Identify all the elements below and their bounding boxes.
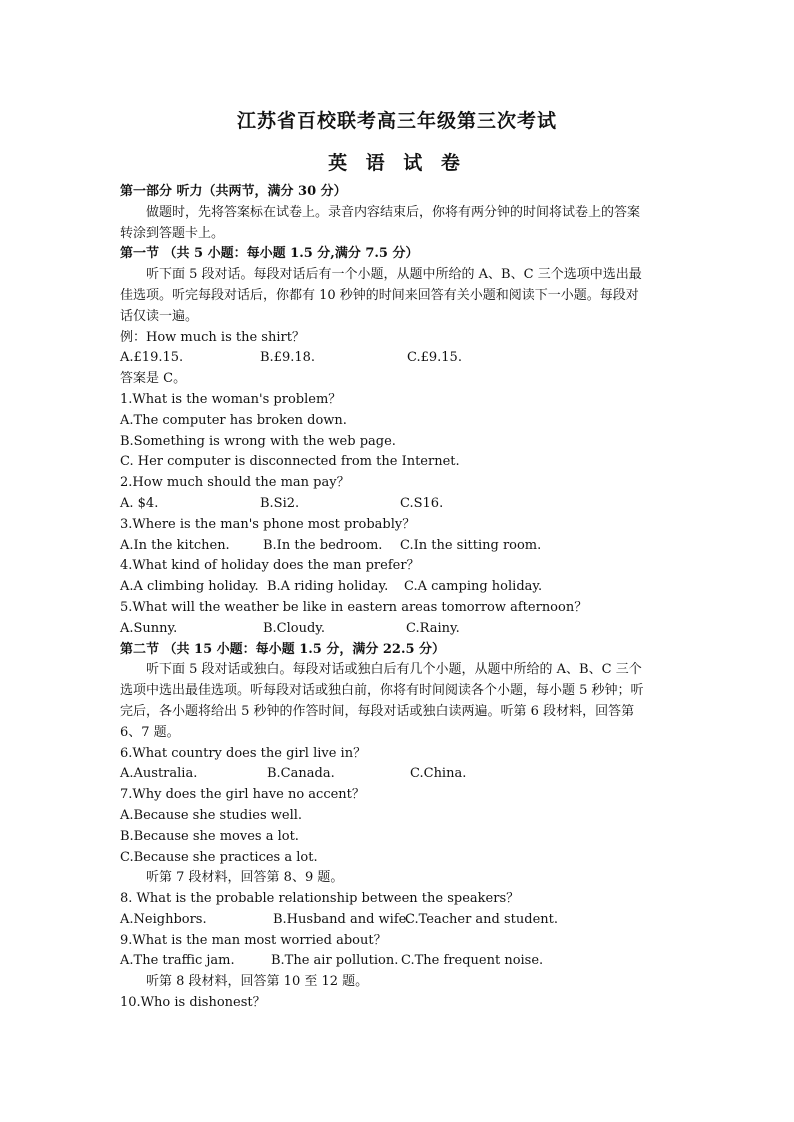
material-note: 听第 7 段材料，回答第 8、9 题。 <box>146 870 344 886</box>
material-note: 听第 8 段材料，回答第 10 至 12 题。 <box>146 974 369 990</box>
exam-content <box>120 182 680 1014</box>
option-b: B.Something is wrong with the web page. <box>120 433 396 449</box>
section2-instruction: 6、7 题。 <box>120 724 180 740</box>
option-c: C.£9.15. <box>407 350 462 366</box>
section1-instruction: 听下面 5 段对话。每段对话后有一个小题，从题中所给的 A、B、C 三个选项中选出最 <box>146 267 642 283</box>
question-stem: 10.Who is dishonest？ <box>120 995 266 1011</box>
option-c: C.The frequent noise. <box>401 953 544 969</box>
question-stem: 8. What is the probable relationship between the speakers？ <box>120 891 520 907</box>
option-a: A.Sunny. <box>120 620 178 636</box>
option-a: A.Because she studies well. <box>120 807 303 823</box>
option-b: B.Si2. <box>260 495 300 511</box>
option-b: B.Husband and wife. <box>273 911 411 927</box>
option-c: C. Her computer is disconnected from the Internet. <box>120 454 460 470</box>
option-c: C.Rainy. <box>406 620 460 636</box>
section2-heading: 第二节 （共 15 小题：每小题 1.5 分，满分 22.5 分） <box>120 641 446 657</box>
example-answer: 答案是 C。 <box>120 371 187 387</box>
option-b: B.The air pollution. <box>271 953 399 969</box>
question-options <box>120 577 680 598</box>
question-stem: 2.How much should the man pay？ <box>120 475 350 491</box>
question-stem: 7.Why does the girl have no accent？ <box>120 787 365 803</box>
question-options <box>120 619 680 640</box>
question-stem: 9.What is the man most worried about？ <box>120 932 387 948</box>
section2-instruction: 听下面 5 段对话或独白。每段对话或独白后有几个小题，从题中所给的 A、B、C 三个 <box>146 662 642 678</box>
section1-instruction: 话仅读一遍。 <box>120 308 199 324</box>
part1-heading: 第一部分 听力（共两节，满分 30 分） <box>120 184 347 199</box>
option-c: C.Teacher and student. <box>405 911 559 927</box>
option-a: A.The traffic jam. <box>120 953 235 969</box>
option-c: C.In the sitting room. <box>400 537 542 553</box>
option-b: B.In the bedroom. <box>263 537 383 553</box>
section2-instruction: 选项中选出最佳选项。听每段对话或独白前，你将有时间阅读各个小题，每小题 5 秒钟；听 <box>120 683 644 699</box>
question-options <box>120 910 680 931</box>
option-c: C.S16. <box>400 495 444 511</box>
option-b: B.Canada. <box>267 766 335 782</box>
question-stem: 5.What will the weather be like in eastern areas tomorrow afternoon？ <box>120 599 588 615</box>
option-c: C.Because she practices a lot. <box>120 849 318 865</box>
option-a: A.Neighbors. <box>120 911 207 927</box>
option-c: C.A camping holiday. <box>404 579 543 595</box>
example-options <box>120 348 680 369</box>
option-b: B.A riding holiday. <box>267 579 389 595</box>
question-options <box>120 494 680 515</box>
question-stem: 4.What kind of holiday does the man prefer？ <box>120 558 420 574</box>
example-question: 例：How much is the shirt？ <box>120 329 305 345</box>
option-a: A.A climbing holiday. <box>120 579 259 595</box>
option-a: A.£19.15. <box>120 350 184 366</box>
option-a: A. $4. <box>120 495 159 511</box>
part1-instruction: 转涂到答题卡上。 <box>120 225 225 241</box>
question-options <box>120 536 680 557</box>
exam-title: 江苏省百校联考高三年级第三次考试 <box>236 110 557 132</box>
question-stem: 1.What is the woman's problem？ <box>120 391 342 407</box>
exam-subtitle: 英 语 试 卷 <box>328 152 466 174</box>
question-stem: 6.What country does the girl live in？ <box>120 745 367 761</box>
option-c: C.China. <box>410 766 467 782</box>
section1-heading: 第一节 （共 5 小题：每小题 1.5 分,满分 7.5 分） <box>120 246 419 262</box>
part1-instruction: 做题时，先将答案标在试卷上。录音内容结束后，你将有两分钟的时间将试卷上的答案 <box>146 204 641 220</box>
section1-instruction: 佳选项。听完每段对话后，你都有 10 秒钟的时间来回答有关小题和阅读下一小题。每段对 <box>120 287 639 303</box>
question-options <box>120 764 680 785</box>
question-stem: 3.Where is the man's phone most probably？ <box>120 516 416 532</box>
option-b: B.Cloudy. <box>263 620 326 636</box>
option-b: B.Because she moves a lot. <box>120 828 299 844</box>
question-options <box>120 951 680 972</box>
option-a: A.Australia. <box>120 766 198 782</box>
option-b: B.£9.18. <box>260 350 316 366</box>
section2-instruction: 完后，各小题将给出 5 秒钟的作答时间，每段对话或独白读两遍。听第 6 段材料，回答第 <box>120 703 635 719</box>
option-a: A.In the kitchen. <box>120 537 230 553</box>
option-a: A.The computer has broken down. <box>120 412 347 428</box>
